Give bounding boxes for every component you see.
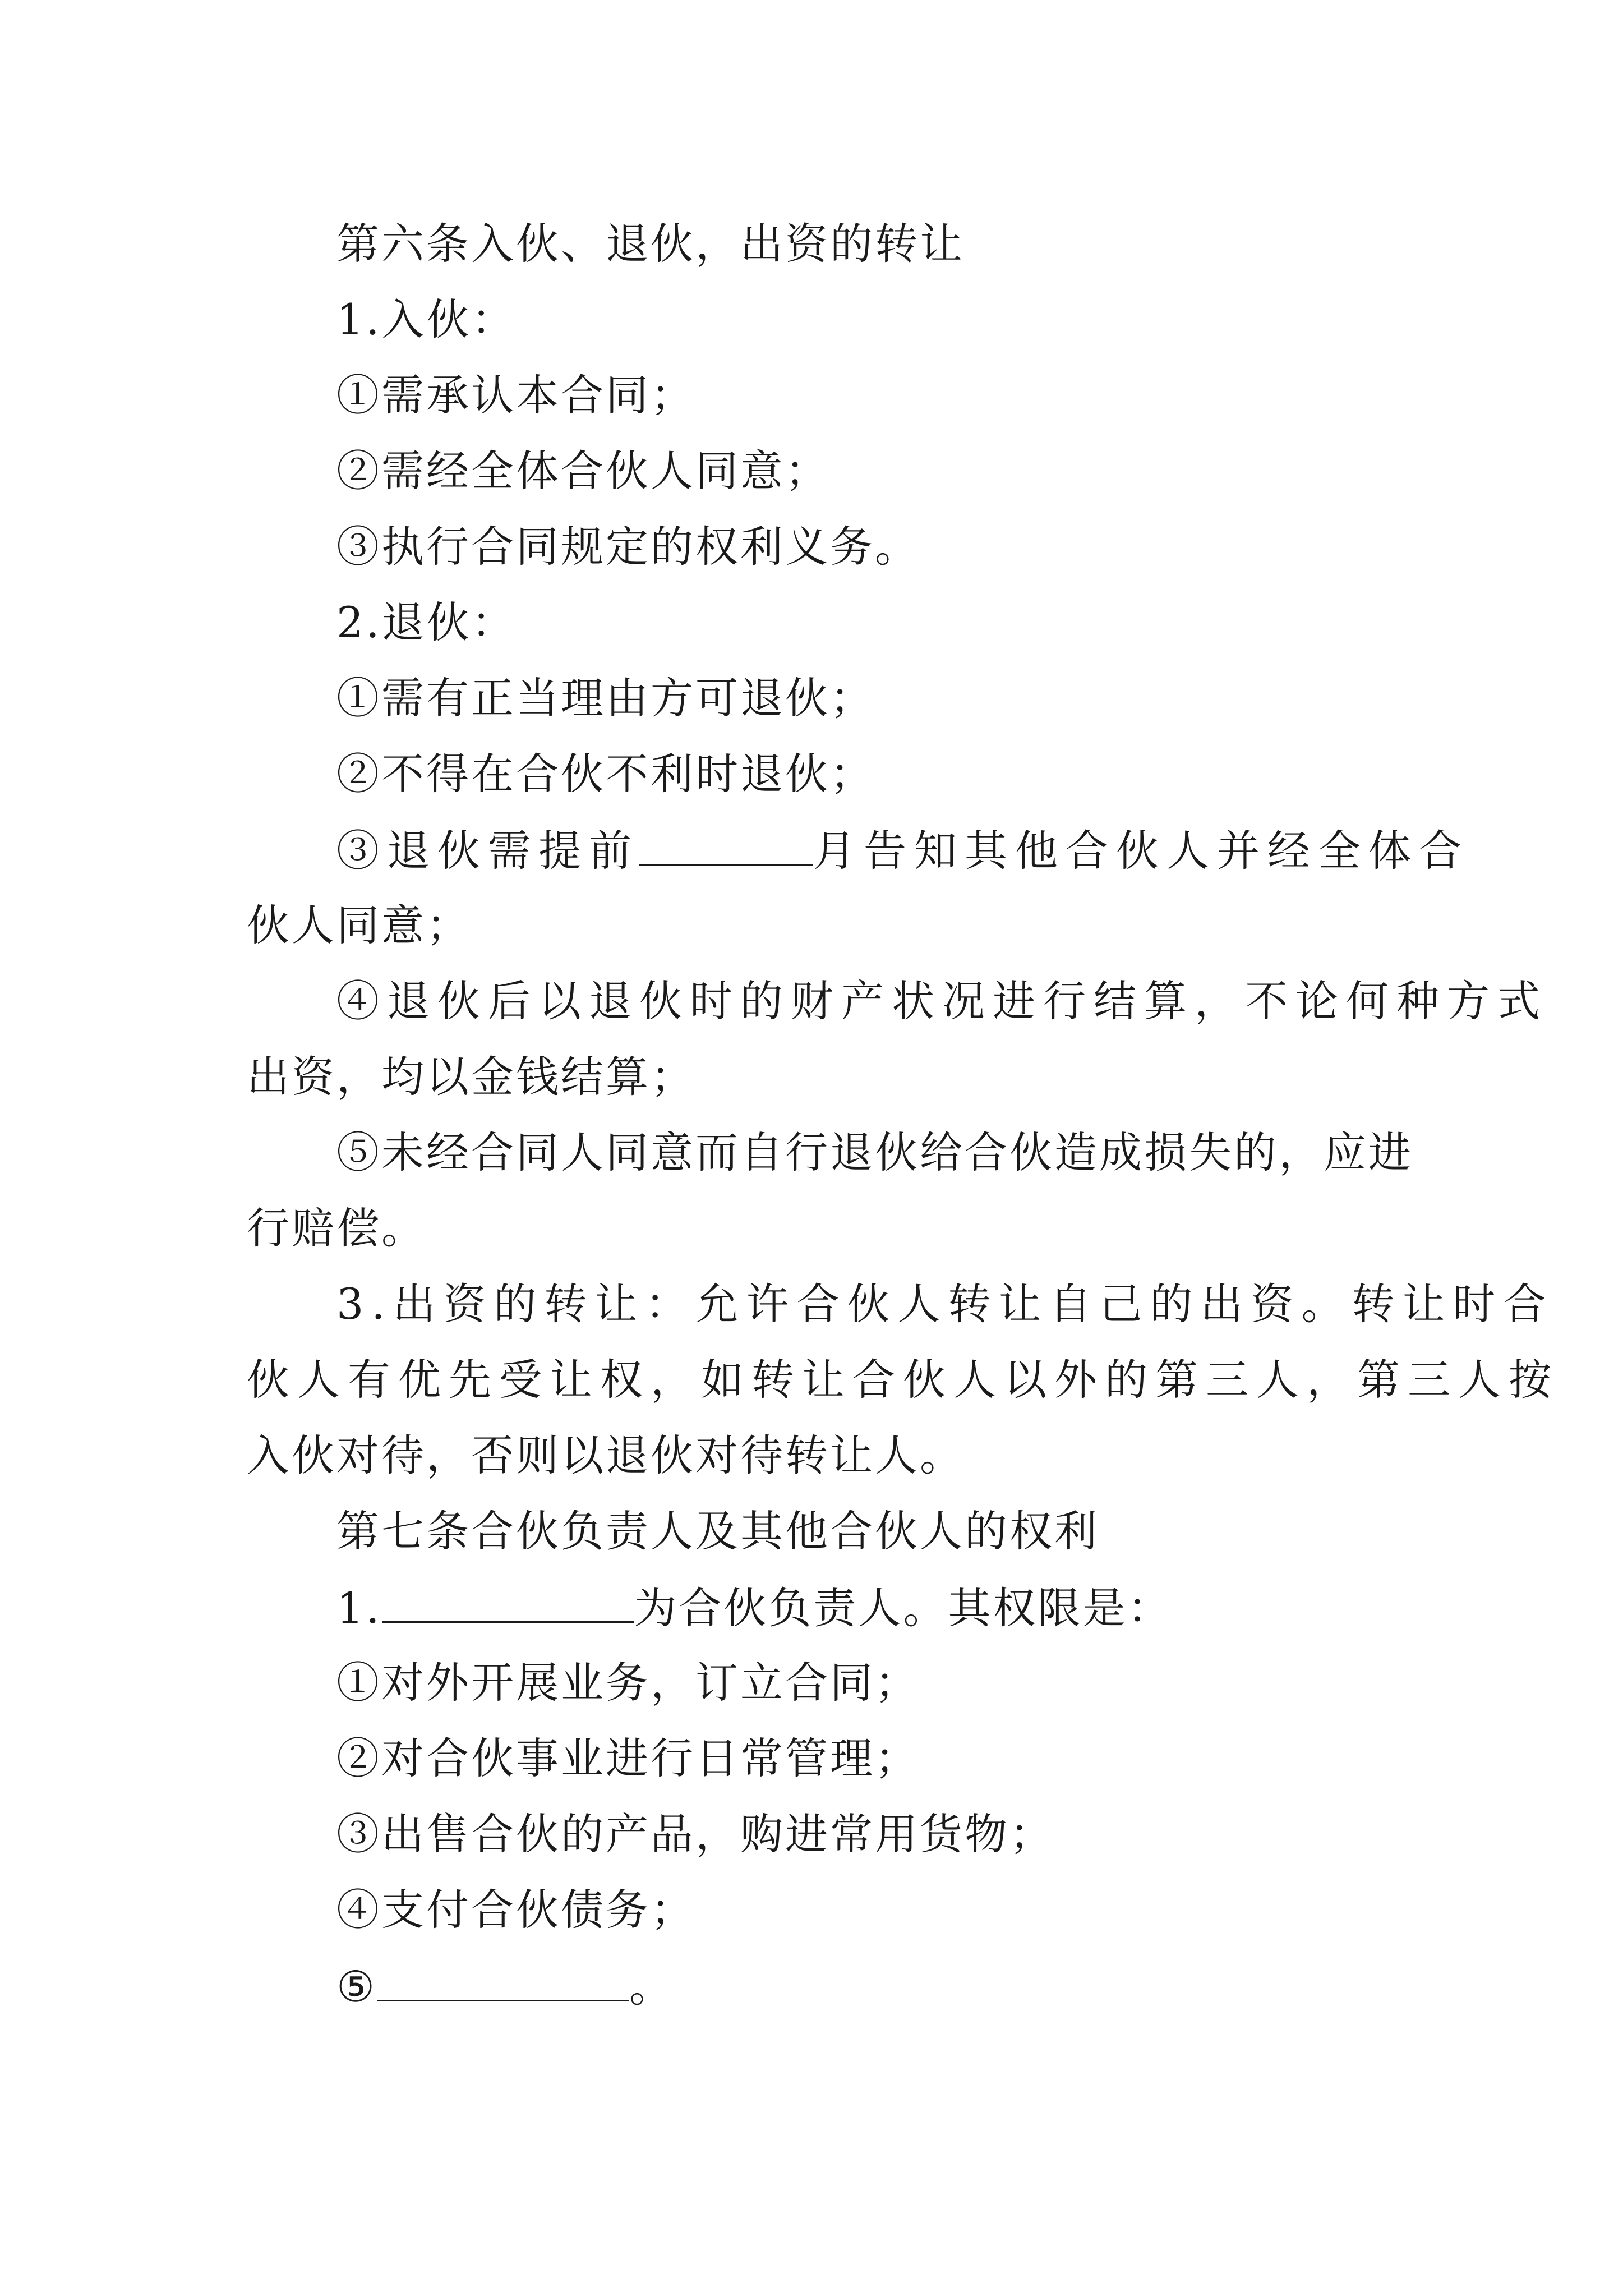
transfer-line1: 3.出资的转让：允许合伙人转让自己的出资。转让时合: [336, 1279, 1554, 1329]
responsible-person-blank: [382, 1582, 634, 1623]
withdraw-item-3-continued: 伙人同意；: [247, 900, 471, 950]
responsible-person-line: [336, 1582, 1173, 1632]
withdraw-item-5-line1: ⑤未经合同人同意而自行退伙给合伙造成损失的，应进: [336, 1128, 1413, 1177]
withdraw-item-3-prefix: ③退伙需提前: [336, 826, 639, 876]
responsible-suffix: 为合伙负责人。其权限是：: [634, 1583, 1173, 1633]
withdraw-item-4-line1: ④退伙后以退伙时的财产状况进行结算，不论何种方式: [336, 976, 1548, 1026]
withdraw-item-5-line2: 行赔偿。: [247, 1203, 426, 1253]
article7-heading: 第七条合伙负责人及其他合伙人的权利: [336, 1506, 1099, 1556]
withdraw-item-2: ②不得在合伙不利时退伙；: [336, 749, 875, 799]
withdraw-item-1: ①需有正当理由方可退伙；: [336, 673, 875, 723]
authority-item-5-suffix: 。: [629, 1962, 675, 2012]
join-title: 1.入伙：: [336, 295, 517, 344]
authority-item-5: [336, 1961, 674, 2011]
withdraw-item-3-suffix: 月告知其他合伙人并经全体合: [813, 826, 1469, 876]
authority-item-5-prefix: ⑤: [336, 1962, 377, 2012]
join-item-2: ②需经全体合伙人同意；: [336, 446, 830, 496]
transfer-line2: 伙人有优先受让权，如转让合伙人以外的第三人，第三人按: [247, 1355, 1559, 1405]
authority-item-4: ④支付合伙债务；: [336, 1885, 695, 1935]
authority-item-2: ②对合伙事业进行日常管理；: [336, 1733, 920, 1783]
transfer-line3: 入伙对待，否则以退伙对待转让人。: [247, 1430, 965, 1480]
authority-item-5-blank: [377, 1961, 629, 2001]
notice-months-blank: [639, 825, 813, 866]
join-item-3: ③执行合同规定的权利义务。: [336, 522, 920, 572]
authority-item-3: ③出售合伙的产品，购进常用货物；: [336, 1809, 1054, 1859]
join-item-1: ①需承认本合同；: [336, 370, 695, 420]
withdraw-title: 2.退伙：: [336, 597, 517, 647]
authority-item-1: ①对外开展业务，订立合同；: [336, 1658, 920, 1708]
article6-heading: 第六条入伙、退伙，出资的转让: [336, 219, 965, 269]
withdraw-item-4-line2: 出资，均以金钱结算；: [247, 1052, 695, 1102]
responsible-prefix: 1.: [336, 1583, 382, 1633]
withdraw-item-3: [336, 825, 1469, 875]
